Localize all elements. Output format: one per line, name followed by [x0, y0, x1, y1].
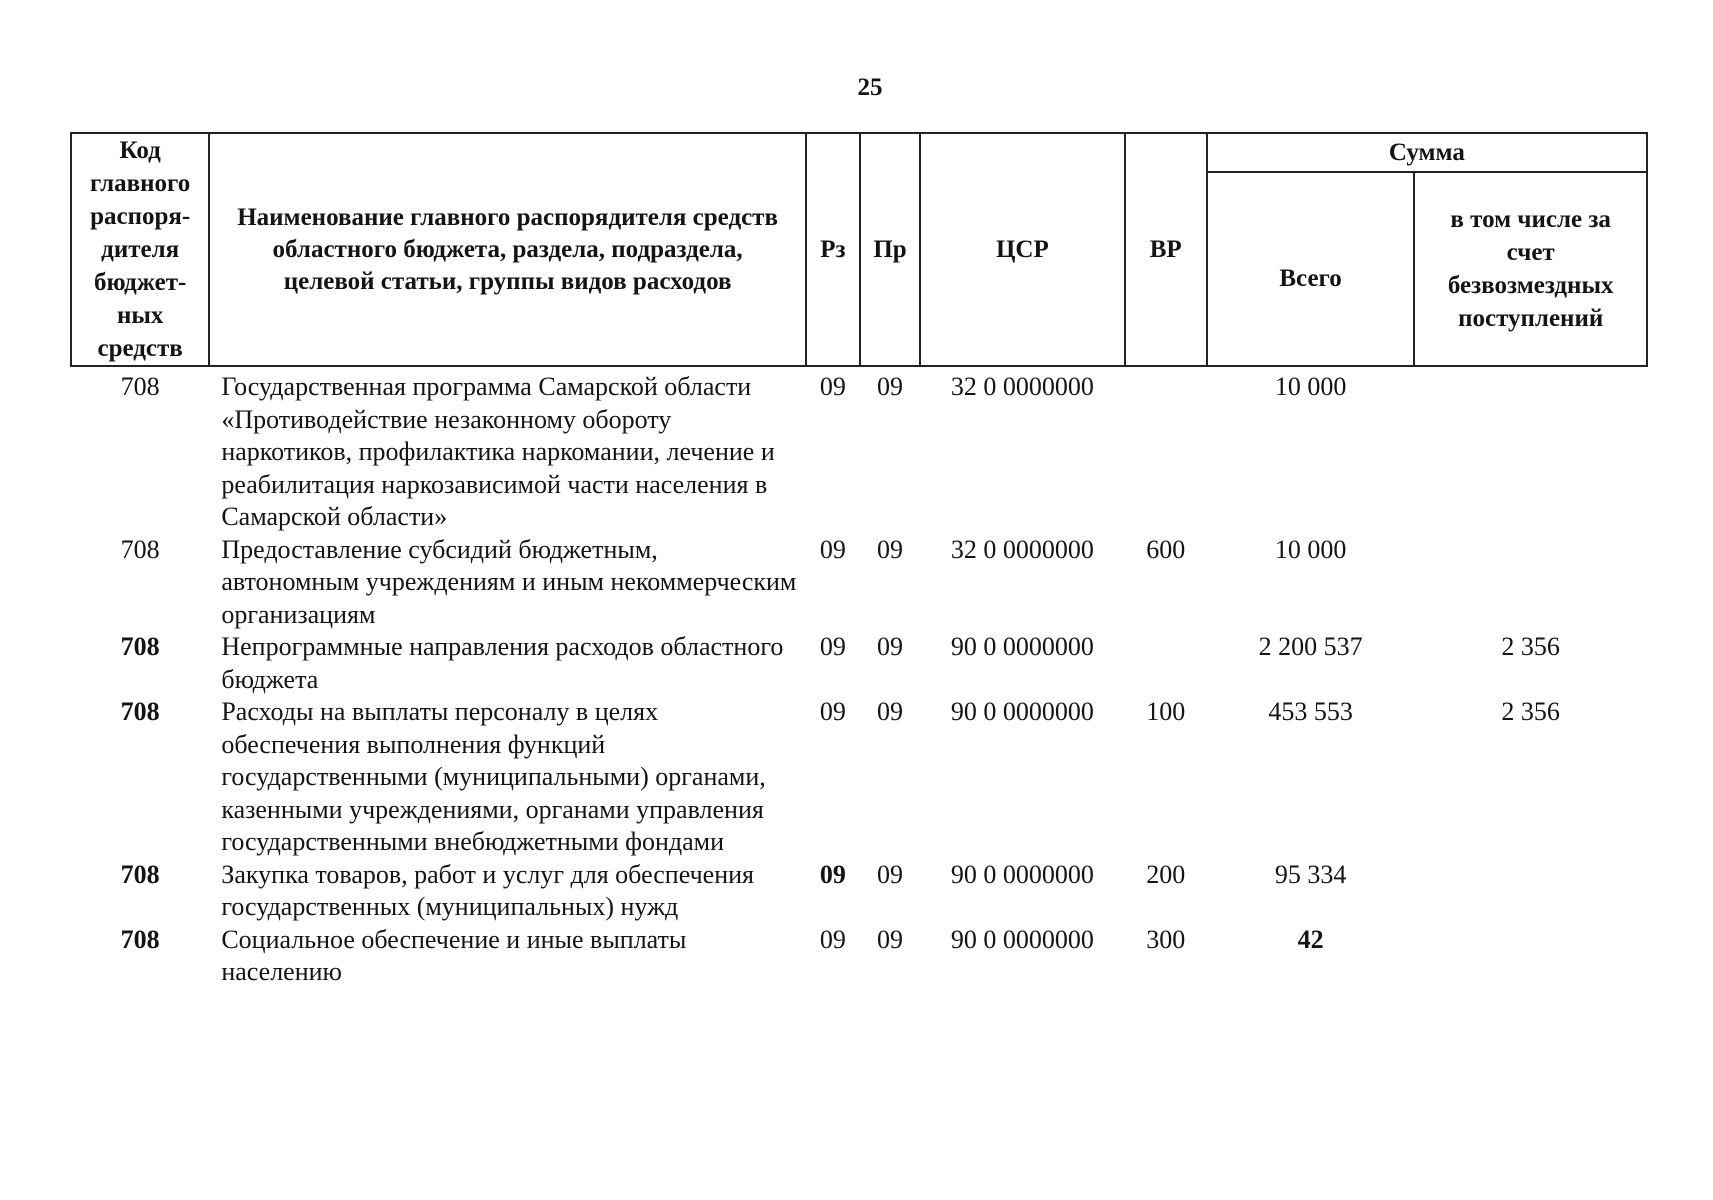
header-code: Код главного распоря-дителя бюджет-ных средств — [71, 133, 209, 366]
cell-free — [1414, 859, 1647, 924]
cell-vr: 200 — [1146, 859, 1186, 889]
cell-rz: 09 — [819, 859, 846, 889]
cell-code: 708 — [120, 534, 160, 564]
cell-csr: 32 0 0000000 — [950, 534, 1094, 564]
table-header — [71, 133, 1647, 366]
cell-free — [1414, 924, 1647, 989]
cell-vr — [1125, 366, 1207, 534]
page-number: 25 — [857, 74, 883, 101]
header-vr: ВР — [1125, 133, 1207, 366]
cell-free: 2 356 — [1501, 697, 1560, 726]
table-row — [71, 924, 1647, 989]
cell-code: 708 — [120, 697, 160, 726]
table-row — [71, 696, 1647, 859]
cell-free — [1414, 534, 1647, 632]
cell-name: Закупка товаров, работ и услуг для обеспечения государственных (муниципальных) нужд — [221, 859, 755, 921]
cell-pr: 09 — [877, 924, 904, 954]
cell-total: 10 000 — [1274, 534, 1347, 564]
table-row — [71, 631, 1647, 696]
cell-csr: 90 0 0000000 — [950, 697, 1094, 726]
header-csr: ЦСР — [920, 133, 1125, 366]
header-pr: Пр — [860, 133, 920, 366]
cell-pr: 09 — [877, 859, 904, 889]
table-row — [71, 534, 1647, 632]
header-name: Наименование главного распорядителя средств областного бюджета, раздела, подраздела, целевой статьи, группы видов расходов — [209, 133, 806, 366]
cell-rz: 09 — [819, 697, 846, 726]
cell-name: Государственная программа Самарской области «Противодействие незаконному обороту наркотиков, профилактика наркомании, лечение и реабилитация наркозависимой части населения в Самарской области» — [221, 372, 775, 531]
cell-vr — [1125, 631, 1207, 696]
cell-code: 708 — [120, 372, 160, 401]
header-total: Всего — [1207, 172, 1415, 366]
table-body — [71, 366, 1647, 989]
cell-total: 42 — [1297, 924, 1324, 954]
cell-name: Непрограммные направления расходов областного бюджета — [221, 632, 784, 694]
cell-vr: 600 — [1146, 534, 1186, 564]
cell-rz: 09 — [819, 372, 846, 401]
cell-vr: 300 — [1146, 924, 1186, 954]
cell-pr: 09 — [877, 534, 904, 564]
cell-free — [1414, 366, 1647, 534]
cell-total: 10 000 — [1274, 372, 1347, 401]
cell-pr: 09 — [877, 632, 904, 661]
cell-pr: 09 — [877, 372, 904, 401]
cell-csr: 90 0 0000000 — [950, 632, 1094, 661]
cell-total: 2 200 537 — [1258, 632, 1363, 661]
table-row — [71, 859, 1647, 924]
table-row — [71, 366, 1647, 534]
cell-code: 708 — [120, 632, 160, 661]
cell-rz: 09 — [819, 632, 846, 661]
cell-rz: 09 — [819, 534, 846, 564]
cell-name: Социальное обеспечение и иные выплаты населению — [221, 924, 687, 986]
cell-name: Расходы на выплаты персоналу в целях обеспечения выполнения функций государственными (муниципальными) органами, казенными учреждениями, органами управления государственными внебюджетными фондами — [221, 697, 766, 856]
cell-name: Предоставление субсидий бюджетным, автономным учреждениям и иным некоммерческим организациям — [221, 534, 797, 629]
header-rz: Рз — [806, 133, 860, 366]
cell-csr: 32 0 0000000 — [950, 372, 1094, 401]
cell-free: 2 356 — [1501, 632, 1560, 661]
header-free: в том числе за счет безвозмездных поступлений — [1414, 172, 1647, 366]
header-sum: Сумма — [1207, 133, 1647, 172]
cell-total: 453 553 — [1268, 697, 1353, 726]
cell-code: 708 — [120, 859, 160, 889]
cell-rz: 09 — [819, 924, 846, 954]
cell-csr: 90 0 0000000 — [950, 924, 1094, 954]
cell-csr: 90 0 0000000 — [950, 859, 1094, 889]
budget-table — [70, 132, 1648, 989]
cell-pr: 09 — [877, 697, 904, 726]
cell-vr: 100 — [1146, 697, 1186, 726]
cell-code: 708 — [120, 924, 160, 954]
cell-total: 95 334 — [1274, 859, 1347, 889]
